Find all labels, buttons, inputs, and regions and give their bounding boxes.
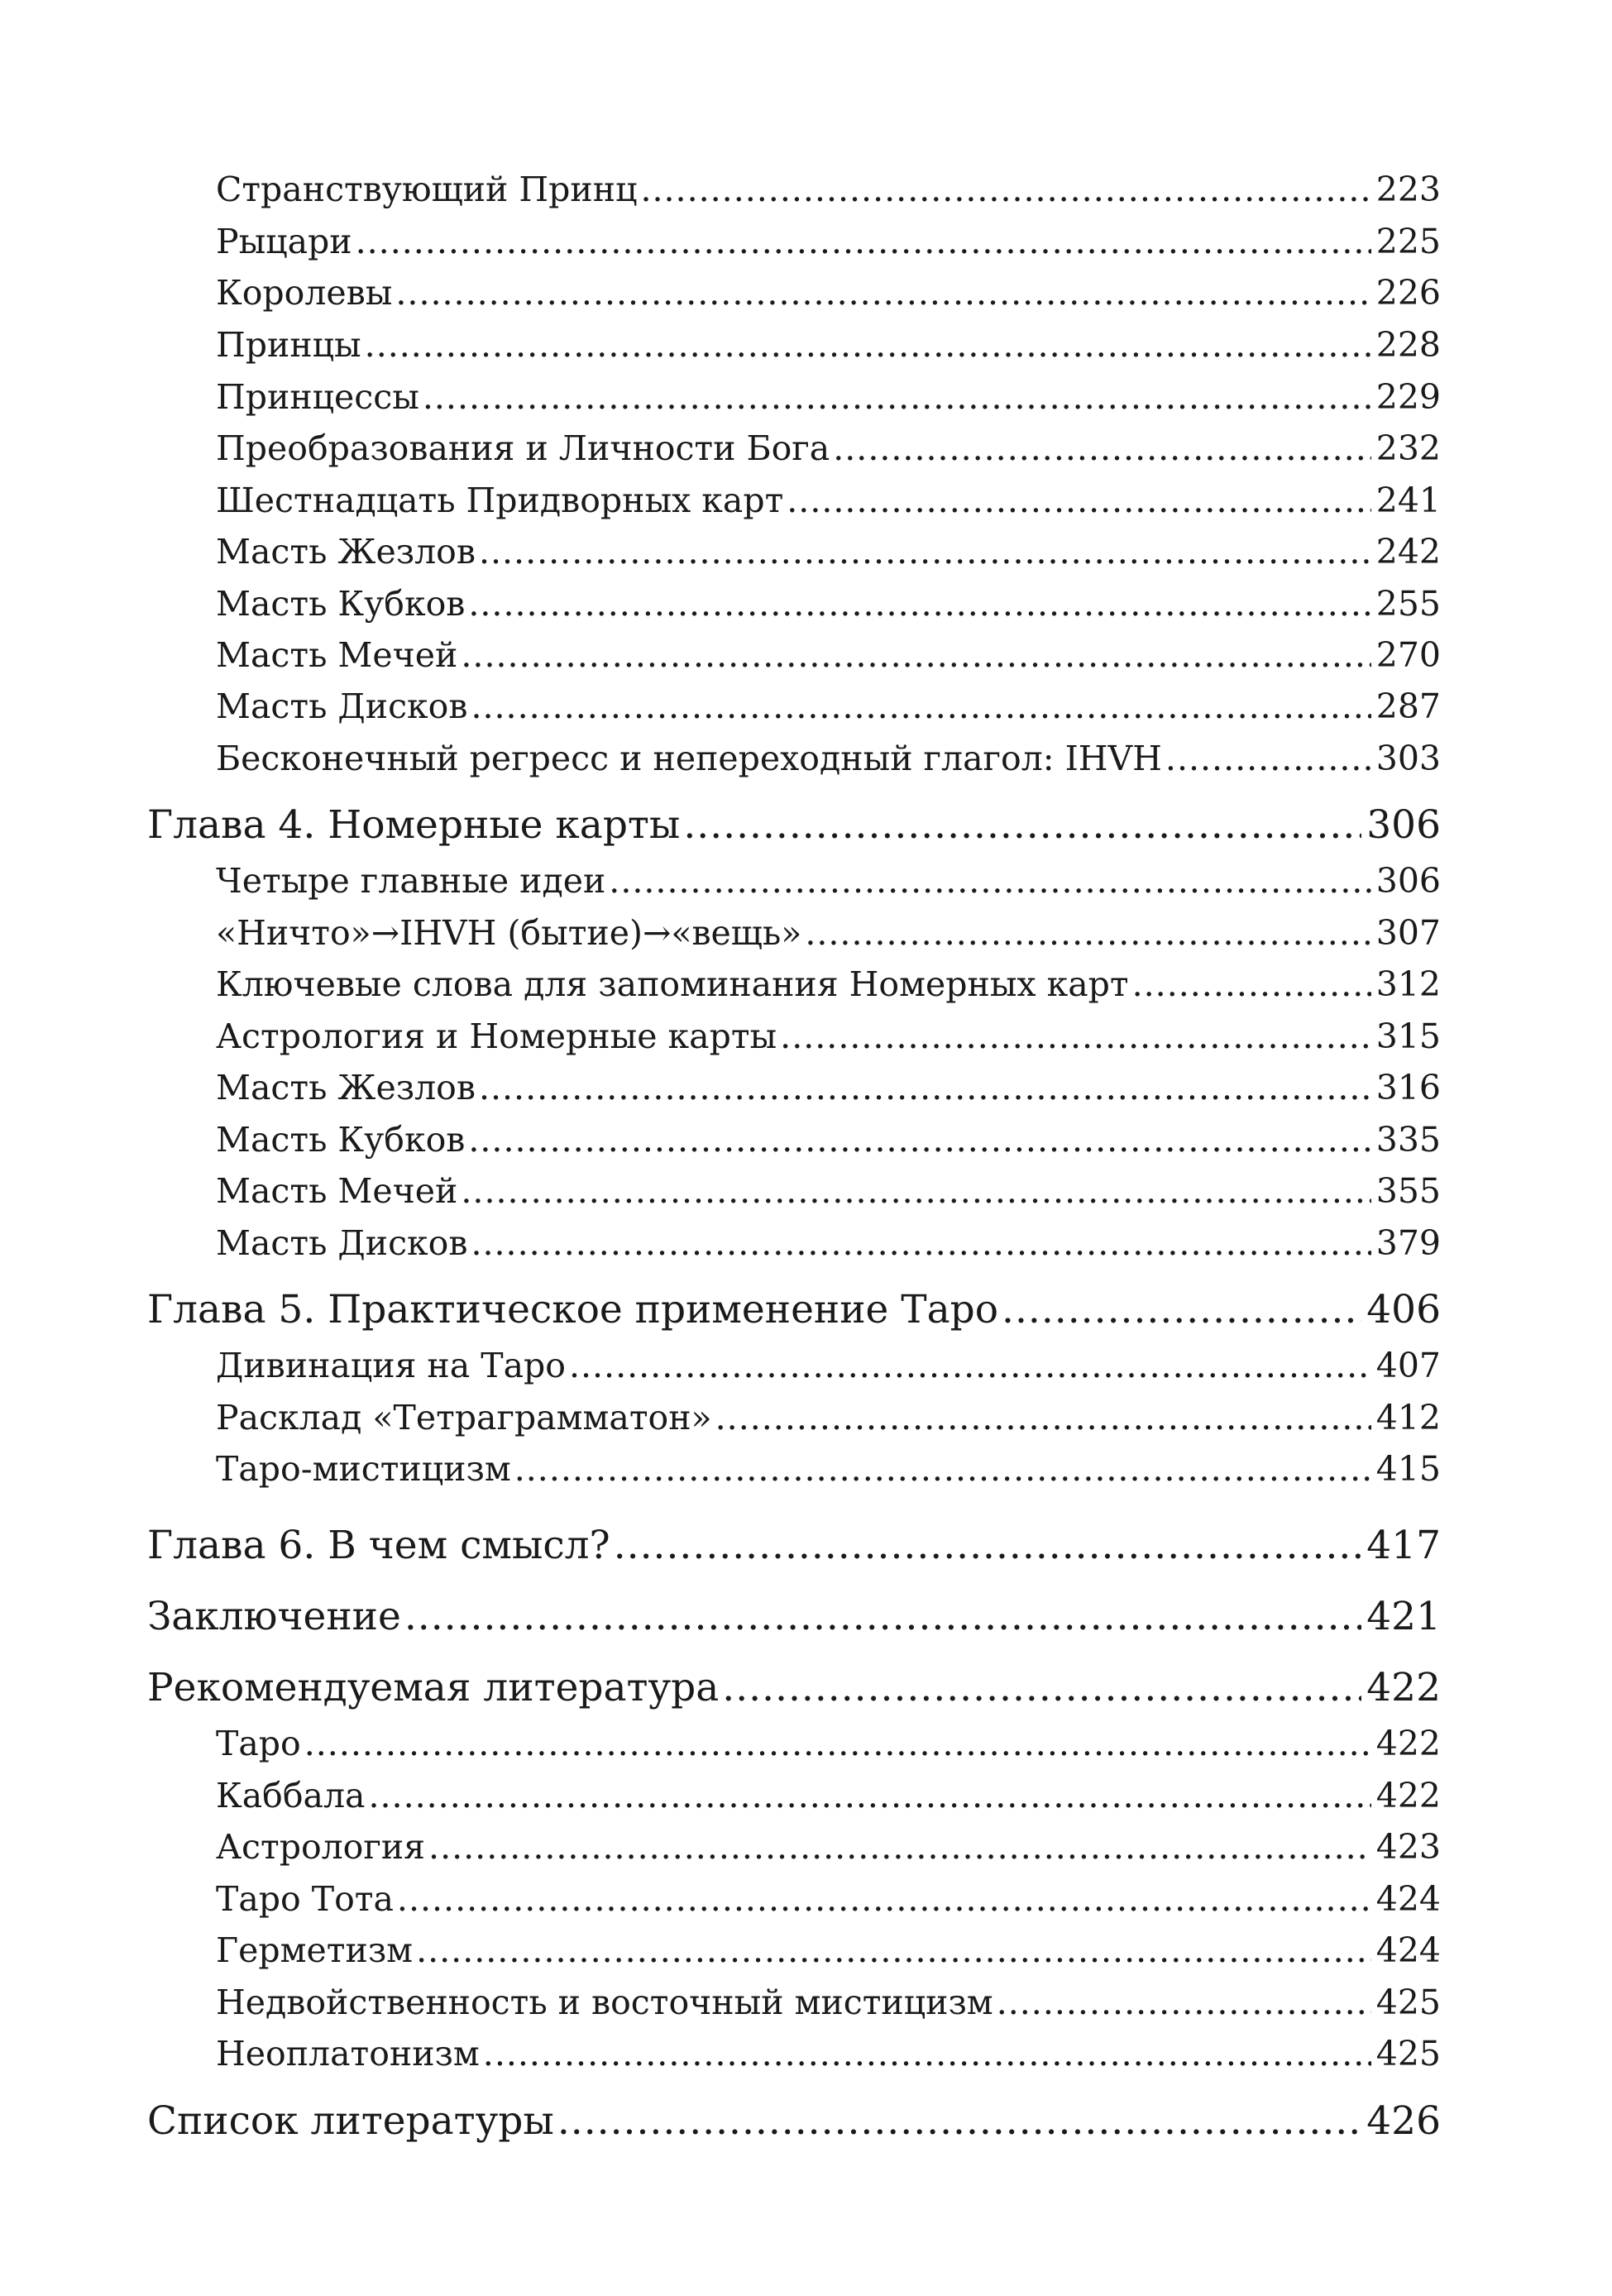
toc-entry[interactable]: [216, 325, 1441, 365]
toc-entry-title: Таро-мистицизм: [216, 1449, 511, 1489]
dot-leader: [483, 2034, 1371, 2074]
toc-entry[interactable]: [216, 584, 1441, 624]
toc-chapter-page: 406: [1366, 1287, 1441, 1332]
toc-entry-page: 241: [1375, 481, 1441, 520]
dot-leader: [461, 635, 1370, 675]
toc-entry[interactable]: [216, 861, 1441, 901]
toc-chapter-page: 421: [1366, 1594, 1441, 1639]
dot-leader: [780, 1016, 1371, 1056]
toc-entry[interactable]: [216, 1983, 1441, 2022]
toc-entry-page: 315: [1375, 1016, 1441, 1056]
dot-leader: [715, 1398, 1371, 1437]
toc-entry-page: 425: [1375, 1983, 1441, 2022]
toc-entry[interactable]: [216, 739, 1441, 778]
toc-entry-page: 379: [1375, 1223, 1441, 1263]
toc-entry-title: Герметизм: [216, 1930, 414, 1970]
toc-entry-title: Преобразования и Личности Бога: [216, 428, 830, 468]
toc-chapter-page: 417: [1366, 1523, 1441, 1568]
toc-entry-page: 307: [1375, 913, 1441, 953]
toc-entry-title: Принцессы: [216, 377, 419, 417]
toc-chapter[interactable]: [147, 802, 1441, 848]
toc-entry-page: 303: [1375, 739, 1441, 778]
toc-entry-page: 412: [1375, 1398, 1441, 1437]
toc-entry-title: Масть Дисков: [216, 1223, 468, 1263]
toc-chapter[interactable]: [147, 1287, 1441, 1332]
toc-chapter-title: Глава 4. Номерные карты: [147, 802, 681, 848]
dot-leader: [557, 2098, 1361, 2144]
toc-entry-title: Рыцари: [216, 222, 352, 261]
toc-entry-title: Астрология и Номерные карты: [216, 1016, 777, 1056]
toc-entry[interactable]: [216, 1068, 1441, 1107]
toc-chapter[interactable]: [147, 1523, 1441, 1568]
toc-entry-page: 316: [1375, 1068, 1441, 1107]
toc-entry[interactable]: [216, 377, 1441, 417]
toc-entry-page: 225: [1375, 222, 1441, 261]
toc-entry-page: 255: [1375, 584, 1441, 624]
toc-entry[interactable]: [216, 686, 1441, 726]
toc-entry-title: Бесконечный регресс и непереходный глагол: IHVH: [216, 739, 1162, 778]
toc-entry-title: Таро Тота: [216, 1879, 394, 1919]
dot-leader: [356, 222, 1371, 261]
toc-entry[interactable]: [216, 1724, 1441, 1763]
dot-leader: [468, 1120, 1370, 1160]
toc-entry-page: 425: [1375, 2034, 1441, 2074]
toc-entry-title: Масть Мечей: [216, 635, 458, 675]
toc-entry[interactable]: [216, 1346, 1441, 1385]
dot-leader: [304, 1724, 1371, 1763]
toc-chapter-title: Глава 5. Практическое применение Таро: [147, 1287, 999, 1332]
toc-entry-title: Неоплатонизм: [216, 2034, 480, 2074]
toc-entry-page: 355: [1375, 1171, 1441, 1211]
toc-entry-title: Масть Кубков: [216, 584, 466, 624]
toc-entry[interactable]: [216, 1398, 1441, 1437]
toc-entry-page: 424: [1375, 1879, 1441, 1919]
toc-entry-page: 423: [1375, 1827, 1441, 1867]
toc-entry-title: Масть Жезлов: [216, 532, 476, 572]
dot-leader: [428, 1827, 1371, 1867]
dot-leader: [395, 273, 1370, 313]
dot-leader: [609, 861, 1370, 901]
toc-entry[interactable]: [216, 1776, 1441, 1815]
toc-entry-page: 422: [1375, 1724, 1441, 1763]
toc-entry-title: Недвойственность и восточный мистицизм: [216, 1983, 993, 2022]
toc-entry[interactable]: [216, 1827, 1441, 1867]
dot-leader: [833, 428, 1371, 468]
toc-entry[interactable]: [216, 481, 1441, 520]
dot-leader: [471, 686, 1370, 726]
toc-entry[interactable]: [216, 1171, 1441, 1211]
toc-entry-page: 335: [1375, 1120, 1441, 1160]
toc-entry[interactable]: [216, 1879, 1441, 1919]
toc-entry[interactable]: [216, 2034, 1441, 2074]
toc-entry-title: Четыре главные идеи: [216, 861, 606, 901]
toc-chapter[interactable]: [147, 1594, 1441, 1639]
toc-entry-title: Шестнадцать Придворных карт: [216, 481, 784, 520]
dot-leader: [1002, 1287, 1361, 1332]
dot-leader: [479, 1068, 1371, 1107]
toc-entry-title: Королевы: [216, 273, 393, 313]
dot-leader: [397, 1879, 1371, 1919]
toc-entry-title: Каббала: [216, 1776, 366, 1815]
toc-entry-title: Принцы: [216, 325, 361, 365]
toc-entry-title: Масть Дисков: [216, 686, 468, 726]
dot-leader: [569, 1346, 1371, 1385]
toc-chapter-page: 422: [1366, 1665, 1441, 1710]
toc-entry-page: 226: [1375, 273, 1441, 313]
toc-entry-page: 270: [1375, 635, 1441, 675]
toc-entry-page: 287: [1375, 686, 1441, 726]
toc-entry-title: Ключевые слова для запоминания Номерных карт: [216, 964, 1129, 1004]
toc-entry-page: 424: [1375, 1930, 1441, 1970]
toc-entry[interactable]: [216, 1449, 1441, 1489]
dot-leader: [614, 1523, 1362, 1568]
toc-entry-title: «Ничто»→IHVH (бытие)→«вещь»: [216, 913, 802, 953]
toc-chapter[interactable]: [147, 1665, 1441, 1710]
toc-chapter-page: 426: [1366, 2098, 1441, 2144]
toc-entry[interactable]: [216, 170, 1441, 209]
toc-entry[interactable]: [216, 1930, 1441, 1970]
toc-chapter-title: Рекомендуемая литература: [147, 1665, 720, 1710]
dot-leader: [423, 377, 1371, 417]
toc-entry[interactable]: [216, 1223, 1441, 1263]
toc-entry[interactable]: [216, 1120, 1441, 1160]
dot-leader: [479, 532, 1371, 572]
toc-entry-title: Странствующий Принц: [216, 170, 638, 209]
toc-entry-page: 232: [1375, 428, 1441, 468]
toc-entry[interactable]: [216, 532, 1441, 572]
toc-entry-page: 228: [1375, 325, 1441, 365]
toc-entry[interactable]: [216, 1016, 1441, 1056]
dot-leader: [1165, 739, 1371, 778]
dot-leader: [722, 1665, 1361, 1710]
toc-chapter-title: Список литературы: [147, 2098, 554, 2144]
dot-leader: [997, 1983, 1371, 2022]
toc-entry-title: Таро: [216, 1724, 301, 1763]
toc-entry-title: Расклад «Тетраграмматон»: [216, 1398, 712, 1437]
dot-leader: [368, 1776, 1370, 1815]
toc-entry-title: Масть Жезлов: [216, 1068, 476, 1107]
toc-entry[interactable]: [216, 222, 1441, 261]
dot-leader: [787, 481, 1370, 520]
dot-leader: [805, 913, 1370, 953]
toc-entry-page: 229: [1375, 377, 1441, 417]
dot-leader: [365, 325, 1371, 365]
toc-chapter-page: 306: [1366, 802, 1441, 848]
toc-entry-page: 312: [1375, 964, 1441, 1004]
toc-entry-title: Астрология: [216, 1827, 426, 1867]
dot-leader: [461, 1171, 1370, 1211]
toc-entry-page: 422: [1375, 1776, 1441, 1815]
toc-entry[interactable]: [216, 964, 1441, 1004]
dot-leader: [683, 802, 1361, 848]
toc-chapter-title: Заключение: [147, 1594, 401, 1639]
dot-leader: [471, 1223, 1370, 1263]
toc-entry-page: 415: [1375, 1449, 1441, 1489]
toc-entry-title: Масть Мечей: [216, 1171, 458, 1211]
toc-entry[interactable]: [216, 428, 1441, 468]
toc-entry-title: Масть Кубков: [216, 1120, 466, 1160]
toc-entry-title: Дивинация на Таро: [216, 1346, 566, 1385]
dot-leader: [416, 1930, 1371, 1970]
toc-entry-page: 223: [1375, 170, 1441, 209]
toc-entry-page: 306: [1375, 861, 1441, 901]
toc-entry-page: 242: [1375, 532, 1441, 572]
toc-entry-page: 407: [1375, 1346, 1441, 1385]
toc-entry[interactable]: [216, 273, 1441, 313]
dot-leader: [640, 170, 1370, 209]
toc-chapter-title: Глава 6. В чем смысл?: [147, 1523, 610, 1568]
toc-entry[interactable]: [216, 635, 1441, 675]
dot-leader: [468, 584, 1370, 624]
toc-entry[interactable]: [216, 913, 1441, 953]
dot-leader: [514, 1449, 1371, 1489]
toc-chapter[interactable]: [147, 2098, 1441, 2144]
dot-leader: [404, 1594, 1361, 1639]
dot-leader: [1132, 964, 1371, 1004]
